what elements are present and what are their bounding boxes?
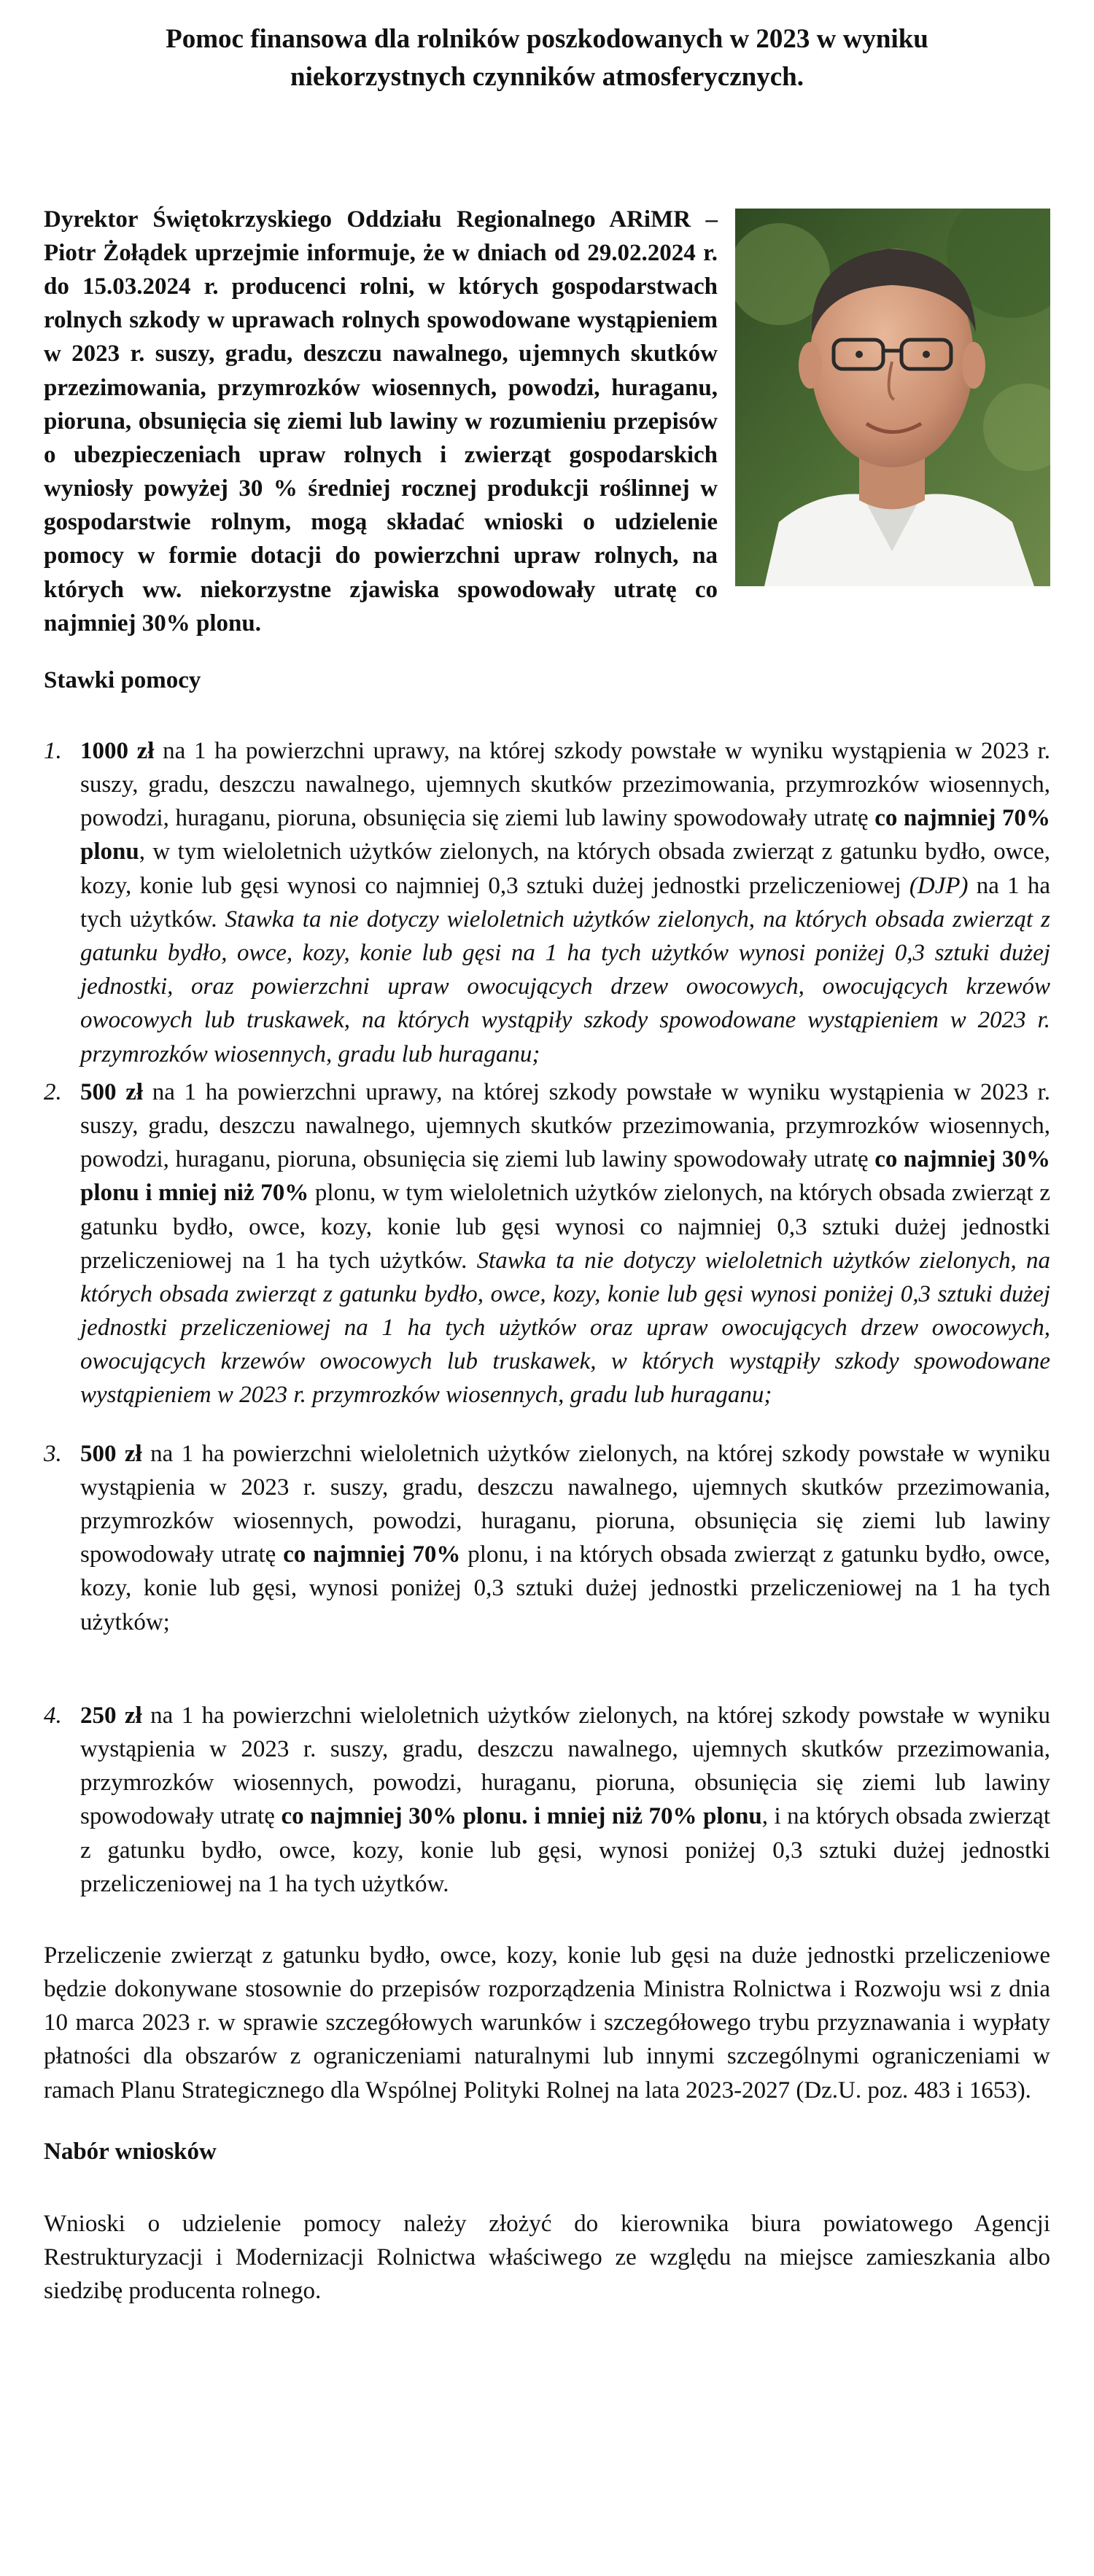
rate-text: plonu, i na których obsada zwierząt z gatunku bydło, owce, kozy, konie lub gęsi, wynosi poniżej 0,3 sztuki dużej jednostki przeliczeniowej na 1 ha tych użytków; <box>80 1541 1050 1635</box>
rate-text: , w tym wieloletnich użytków zielonych, na których obsada zwierząt z gatunku bydło, owce, kozy, konie lub gęsi wynosi co najmniej 0,3 sztuki dużej jednostki przeliczeniowej <box>80 838 1050 899</box>
intro-paragraph: Dyrektor Świętokrzyskiego Oddziału Regionalnego ARiMR – Piotr Żołądek uprzejmie informuje, że w dniach od 29.02.2024 r. do 15.03.2024 r. producenci rolni, w których gospodarstwach rolnych szkody w uprawach rolnych spowodowane wystąpieniem w 2023 r. suszy, gradu, deszczu nawalnego, ujemnych skutków przezimowania, przymrozków wiosennych, powodzi, huraganu, pioruna, obsunięcia się ziemi lub lawiny w rozumieniu przepisów o ubezpieczeniach upraw rolnych i zwierząt gospodarskich wyniosły powyżej 30 % średniej rocznej produkcji roślinnej w gospodarstwie rolnym, mogą składać wnioski o udzielenie pomocy w formie dotacji do powierzchni upraw rolnych, na których ww. niekorzystne zjawiska spowodowały utratę co najmniej 30% plonu. <box>44 206 718 637</box>
list-item <box>44 1699 1050 1901</box>
rate-text: plonu, w tym wieloletnich użytków zielonych, na których obsada zwierząt z gatunku bydło, owce, kozy, konie lub gęsi wynosi co najmniej 0,3 sztuki dużej jednostki przeliczeniowej na 1 ha tych użytków. <box>80 1180 1051 1274</box>
article-title: Pomoc finansowa dla rolników poszkodowanych w 2023 w wyniku niekorzystnych czynników atmosferycznych. <box>166 24 928 92</box>
rate-abbreviation: (DJP) <box>909 872 969 899</box>
list-item-number: 4. <box>44 1702 62 1729</box>
rate-amount: 250 zł <box>80 1702 142 1729</box>
list-item <box>44 734 1050 1071</box>
list-item <box>44 1437 1050 1639</box>
rate-text: na 1 ha tych użytków. <box>80 872 1051 933</box>
rate-loss-threshold: co najmniej 70% <box>283 1541 461 1568</box>
director-portrait-photo <box>735 209 1050 586</box>
rates-list <box>44 734 1050 1901</box>
applications-paragraph: Wnioski o udzielenie pomocy należy złożyć do kierownika biura powiatowego Agencji Restrukturyzacji i Modernizacji Rolnictwa właściwego ze względu na miejsce zamieszkania albo siedzibę producenta rolnego. <box>44 2210 1050 2305</box>
list-item <box>44 1075 1050 1412</box>
list-item-number: 3. <box>44 1440 62 1467</box>
rate-amount: 500 zł <box>80 1440 142 1467</box>
rate-loss-threshold: co najmniej 70% plonu <box>80 805 1050 865</box>
rate-text: na 1 ha powierzchni wieloletnich użytków zielonych, na której szkody powstałe w wyniku wystąpienia w 2023 r. suszy, gradu, deszczu nawalnego, ujemnych skutków przezimowania, przymrozków wiosennych, powodzi, huraganu, pioruna, obsunięcia się ziemi lub lawiny spowodowały utratę <box>80 1440 1050 1568</box>
rate-amount: 500 zł <box>80 1078 144 1105</box>
list-item-number: 2. <box>44 1078 62 1105</box>
rate-loss-threshold: co najmniej 30% plonu i mniej niż 70% <box>80 1146 1050 1207</box>
applications-heading: Nabór wniosków <box>44 2138 217 2165</box>
rate-text: na 1 ha powierzchni wieloletnich użytków zielonych, na której szkody powstałe w wyniku wystąpienia w 2023 r. suszy, gradu, deszczu nawalnego, ujemnych skutków przezimowania, przymrozków wiosennych, powodzi, huraganu, pioruna, obsunięcia się ziemi lub lawiny spowodowały utratę <box>80 1702 1050 1830</box>
rate-loss-threshold: co najmniej 30% plonu. i mniej niż 70% plonu <box>281 1803 762 1830</box>
conversion-paragraph: Przeliczenie zwierząt z gatunku bydło, owce, kozy, konie lub gęsi na duże jednostki przeliczeniowe będzie dokonywane stosownie do przepisów rozporządzenia Ministra Rolnictwa i Rozwoju wsi z dnia 10 marca 2023 r. w sprawie szczegółowych warunków i szczegółowego trybu przyznawania i wypłaty płatności dla obszarów z ograniczeniami naturalnymi lub innymi szczególnymi ograniczeniami w ramach Planu Strategicznego dla Wspólnej Polityki Rolnej na lata 2023-2027 (Dz.U. poz. 483 i 1653). <box>44 1942 1050 2104</box>
article <box>22 0 1072 2308</box>
rate-text: na 1 ha powierzchni uprawy, na której szkody powstałe w wyniku wystąpienia w 2023 r. suszy, gradu, deszczu nawalnego, ujemnych skutków przezimowania, przymrozków wiosennych, powodzi, huraganu, pioruna, obsunięcia się ziemi lub lawiny spowodowały utratę <box>80 1078 1050 1173</box>
rates-heading: Stawki pomocy <box>44 667 201 694</box>
rate-text: , i na których obsada zwierząt z gatunku bydło, owce, kozy, konie lub gęsi, wynosi poniżej 0,3 sztuki dużej jednostki przeliczeniowej na 1 ha tych użytków. <box>80 1803 1050 1897</box>
rate-exclusion-note: Stawka ta nie dotyczy wieloletnich użytków zielonych, na których obsada zwierząt z gatunku bydło, owce, kozy, konie lub gęsi na 1 ha tych użytków wynosi poniżej 0,3 sztuki dużej jednostki, oraz powierzchni upraw owocujących drzew owocowych, owocujących krzewów owocowych lub truskawek, na których wystąpiły szkody spowodowane wystąpieniem w 2023 r. przymrozków wiosennych, gradu lub huraganu; <box>80 906 1050 1067</box>
rate-text: na 1 ha powierzchni uprawy, na której szkody powstałe w wyniku wystąpienia w 2023 r. suszy, gradu, deszczu nawalnego, ujemnych skutków przezimowania, przymrozków wiosennych, powodzi, huraganu, pioruna, obsunięcia się ziemi lub lawiny spowodowały utratę <box>80 737 1050 832</box>
list-item-number: 1. <box>44 737 62 764</box>
rate-exclusion-note: Stawka ta nie dotyczy wieloletnich użytków zielonych, na których obsada zwierząt z gatunku bydło, owce, kozy, konie lub gęsi wynosi poniżej 0,3 sztuki dużej jednostki przeliczeniowej na 1 ha tych użytków oraz upraw owocujących drzew owocowych, owocujących krzewów owocowych lub truskawek, w których wystąpiły szkody spowodowane wystąpieniem w 2023 r. przymrozków wiosennych, gradu lub huraganu; <box>80 1247 1050 1409</box>
rate-amount: 1000 zł <box>80 737 155 764</box>
